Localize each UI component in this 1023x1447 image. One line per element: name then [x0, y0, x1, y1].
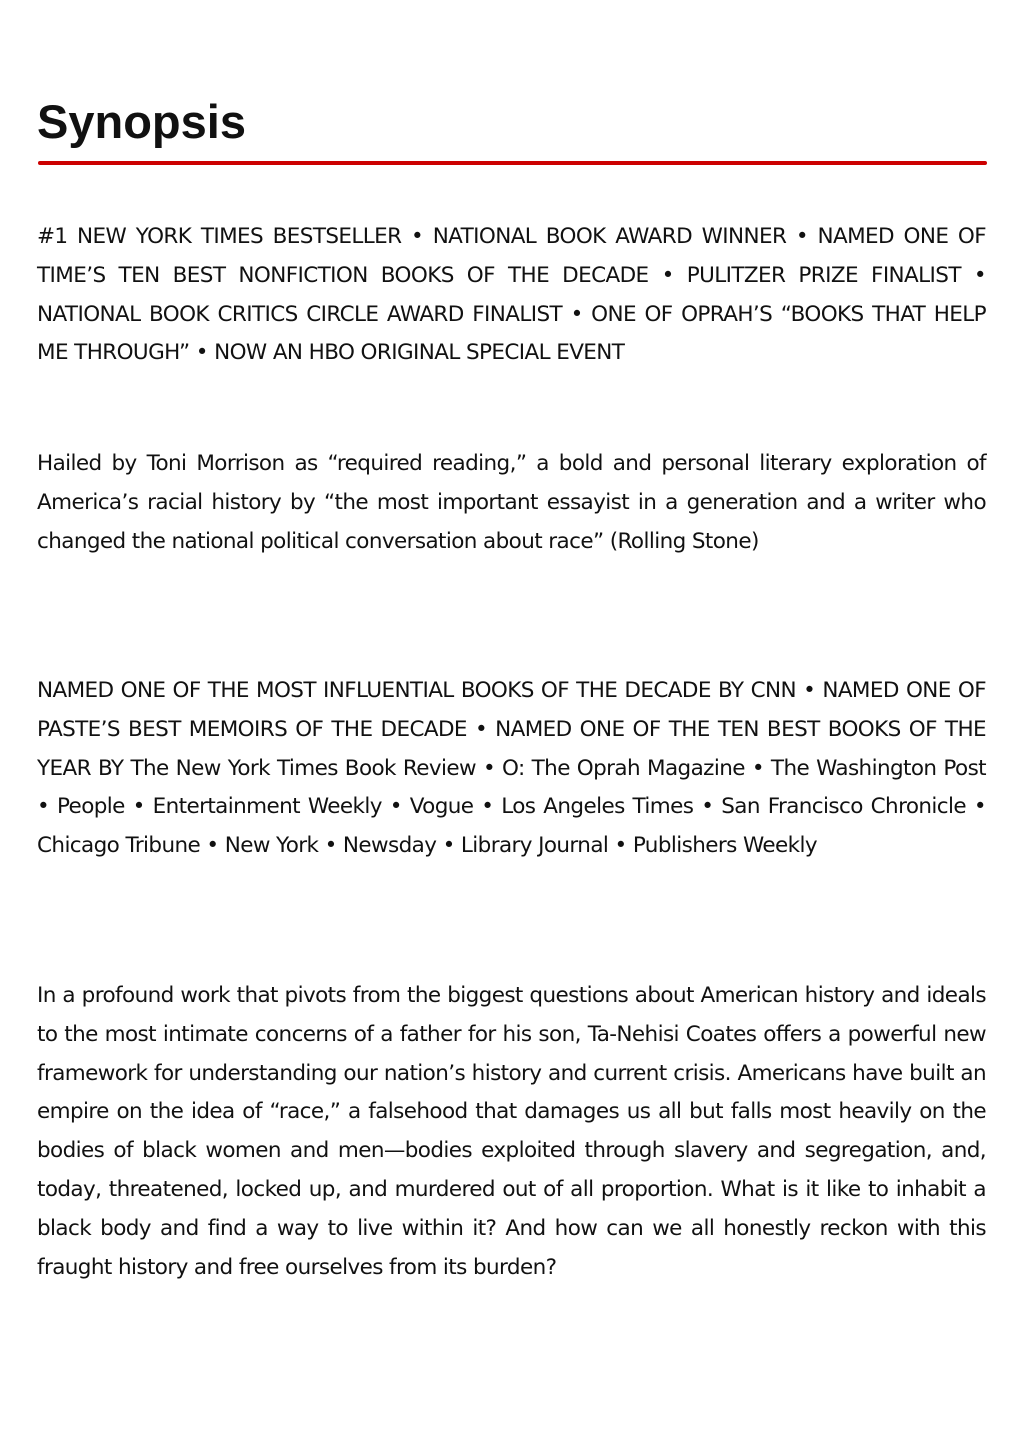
- title-underline: [38, 161, 987, 165]
- page-title: Synopsis: [37, 95, 246, 148]
- book-description-paragraph: In a profound work that pivots from the biggest questions about American history and ideals to the most intimate concerns of a father for his son, Ta-Nehisi Coates offers a powerful new framework for understanding our nation’s history and current crisis. Americans have built an empire on the idea of “race,” a falsehood that damages us all but falls most heavily on the bodies of black women and men—bodies exploited through slavery and segregation, and, today, threatened, locked up, and murdered out of all proportion. What is it like to inhabit a black body and find a way to live within it? And how can we all honestly reckon with this fraught history and free ourselves from its burden?: [37, 983, 986, 1280]
- accolades-paragraph: #1 NEW YORK TIMES BESTSELLER • NATIONAL BOOK AWARD WINNER • NAMED ONE OF TIME’S TEN BEST NONFICTION BOOKS OF THE DECADE • PULITZER PRIZE FINALIST • NATIONAL BOOK CRITICS CIRCLE AWARD FINALIST • ONE OF OPRAH’S “BOOKS THAT HELP ME THROUGH” • NOW AN HBO ORIGINAL SPECIAL EVENT: [37, 224, 986, 366]
- review-quote-paragraph: Hailed by Toni Morrison as “required reading,” a bold and personal literary exploration of America’s racial history by “the most important essayist in a generation and a writer who changed the national political conversation about race” (Rolling Stone): [37, 451, 986, 554]
- best-of-lists-paragraph: NAMED ONE OF THE MOST INFLUENTIAL BOOKS OF THE DECADE BY CNN • NAMED ONE OF PASTE’S BEST MEMOIRS OF THE DECADE • NAMED ONE OF THE TEN BEST BOOKS OF THE YEAR BY The New York Times Book Review • O: The Oprah Magazine • The Washington Post • People • Entertainment Weekly • Vogue • Los Angeles Times • San Francisco Chronicle • Chicago Tribune • New York • Newsday • Library Journal • Publishers Weekly: [37, 678, 986, 859]
